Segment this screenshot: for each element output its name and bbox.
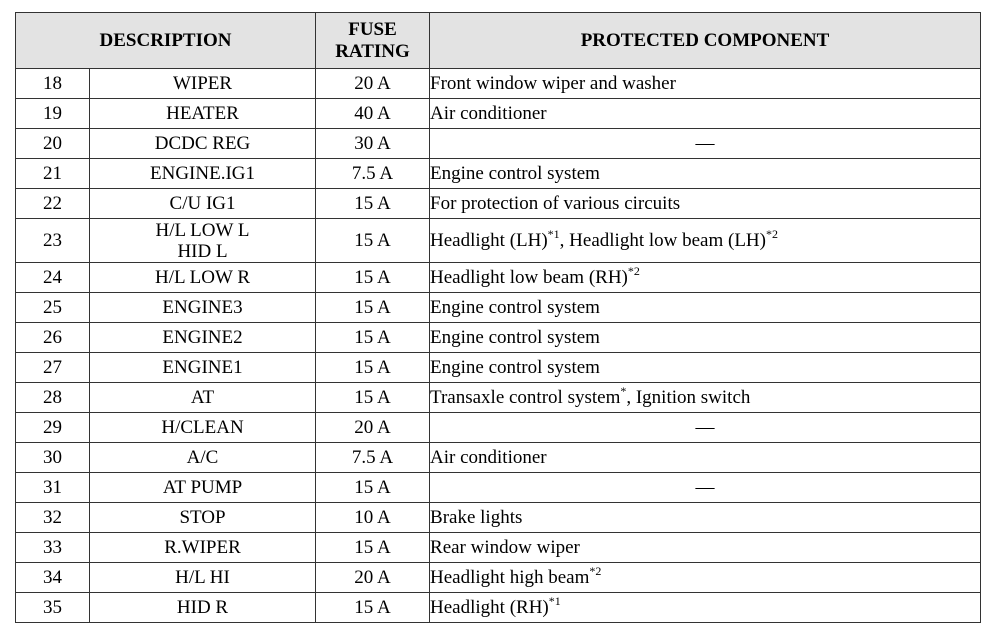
footnote-marker: *	[620, 383, 627, 398]
protected-component	[430, 263, 981, 293]
fuse-number: 23	[16, 219, 90, 263]
fuse-description	[90, 413, 316, 443]
footnote-marker: *2	[589, 563, 602, 578]
description-line: AT	[190, 387, 215, 408]
fuse-description	[90, 219, 316, 263]
fuse-rating: 20 A	[316, 563, 430, 593]
fuse-description	[90, 473, 316, 503]
fuse-rating: 15 A	[316, 353, 430, 383]
description-line: STOP	[179, 507, 226, 528]
fuse-number: 25	[16, 293, 90, 323]
component-text: Headlight (RH)	[430, 597, 549, 618]
fuse-number: 26	[16, 323, 90, 353]
protected-component: Engine control system	[430, 159, 981, 189]
table-row	[16, 263, 981, 293]
fuse-number: 34	[16, 563, 90, 593]
protected-component: Air conditioner	[430, 99, 981, 129]
description-line: HID R	[176, 597, 229, 618]
header-description: DESCRIPTION	[16, 13, 316, 69]
table-row	[16, 383, 981, 413]
fuse-description	[90, 129, 316, 159]
table-row	[16, 533, 981, 563]
fuse-rating: 20 A	[316, 69, 430, 99]
fuse-number: 28	[16, 383, 90, 413]
fuse-rating: 15 A	[316, 473, 430, 503]
fuse-description	[90, 263, 316, 293]
description-line: ENGINE.IG1	[150, 163, 256, 184]
protected-component: Brake lights	[430, 503, 981, 533]
fuse-rating: 40 A	[316, 99, 430, 129]
table-row	[16, 413, 981, 443]
table-row	[16, 353, 981, 383]
fuse-rating: 15 A	[316, 593, 430, 623]
description-line: WIPER	[172, 73, 233, 94]
component-text: Headlight high beam	[430, 567, 590, 588]
header-fuse-rating	[316, 13, 430, 69]
table-row	[16, 159, 981, 189]
fuse-description	[90, 443, 316, 473]
description-line: H/L LOW L	[155, 219, 250, 241]
fuse-rating: 15 A	[316, 533, 430, 563]
fuse-description	[90, 159, 316, 189]
fuse-description	[90, 69, 316, 99]
fuse-number: 24	[16, 263, 90, 293]
footnote-marker: *2	[627, 263, 640, 278]
footnote-marker: *1	[547, 226, 560, 241]
protected-component	[430, 383, 981, 413]
component-text: , Ignition switch	[626, 387, 751, 408]
table-row	[16, 473, 981, 503]
description-line: C/U IG1	[169, 193, 236, 214]
fuse-rating: 15 A	[316, 383, 430, 413]
header-rating-line1: FUSE	[348, 18, 397, 40]
fuse-number: 35	[16, 593, 90, 623]
fuse-description	[90, 353, 316, 383]
component-text: , Headlight low beam (LH)	[559, 230, 766, 251]
fuse-rating: 20 A	[316, 413, 430, 443]
description-line: DCDC REG	[154, 133, 251, 154]
fuse-number: 20	[16, 129, 90, 159]
description-line: ENGINE2	[162, 327, 243, 348]
description-line: HEATER	[166, 103, 239, 124]
component-text: Headlight (LH)	[430, 230, 548, 251]
fuse-description	[90, 563, 316, 593]
fuse-description	[90, 189, 316, 219]
description-line: AT PUMP	[162, 477, 243, 498]
fuse-number: 30	[16, 443, 90, 473]
protected-component	[430, 593, 981, 623]
fuse-description	[90, 383, 316, 413]
fuse-number: 32	[16, 503, 90, 533]
protected-component: For protection of various circuits	[430, 189, 981, 219]
description-line: R.WIPER	[164, 537, 241, 558]
protected-component	[430, 563, 981, 593]
table-row	[16, 593, 981, 623]
protected-component: Engine control system	[430, 323, 981, 353]
fuse-number: 22	[16, 189, 90, 219]
table-row	[16, 99, 981, 129]
protected-component: Front window wiper and washer	[430, 69, 981, 99]
table-row	[16, 443, 981, 473]
fuse-rating: 30 A	[316, 129, 430, 159]
fuse-description	[90, 323, 316, 353]
protected-component: —	[430, 413, 981, 443]
description-line: HID L	[177, 240, 228, 262]
fuse-table	[15, 12, 981, 623]
protected-component: —	[430, 129, 981, 159]
table-row	[16, 189, 981, 219]
fuse-rating: 15 A	[316, 219, 430, 263]
protected-component: —	[430, 473, 981, 503]
fuse-rating: 15 A	[316, 293, 430, 323]
fuse-number: 18	[16, 69, 90, 99]
table-row	[16, 69, 981, 99]
description-line: ENGINE1	[162, 357, 243, 378]
table-row	[16, 293, 981, 323]
table-row	[16, 219, 981, 263]
description-line: H/L LOW R	[155, 267, 250, 288]
component-text: Headlight low beam (RH)	[430, 267, 628, 288]
protected-component: Air conditioner	[430, 443, 981, 473]
description-line: H/CLEAN	[161, 417, 244, 438]
table-header-row	[16, 13, 981, 69]
description-line: ENGINE3	[162, 297, 243, 318]
table-body	[16, 69, 981, 623]
protected-component: Engine control system	[430, 293, 981, 323]
protected-component	[430, 219, 981, 263]
table-row	[16, 503, 981, 533]
header-protected-component: PROTECTED COMPONENT	[430, 13, 981, 69]
fuse-rating: 15 A	[316, 189, 430, 219]
fuse-number: 19	[16, 99, 90, 129]
header-rating-line2: RATING	[335, 40, 410, 62]
fuse-number: 33	[16, 533, 90, 563]
protected-component: Engine control system	[430, 353, 981, 383]
fuse-description	[90, 533, 316, 563]
fuse-description	[90, 293, 316, 323]
table-row	[16, 563, 981, 593]
fuse-rating: 7.5 A	[316, 443, 430, 473]
fuse-number: 21	[16, 159, 90, 189]
fuse-rating: 15 A	[316, 263, 430, 293]
description-line: A/C	[186, 447, 219, 468]
fuse-rating: 15 A	[316, 323, 430, 353]
fuse-rating: 10 A	[316, 503, 430, 533]
fuse-number: 31	[16, 473, 90, 503]
protected-component: Rear window wiper	[430, 533, 981, 563]
footnote-marker: *1	[548, 593, 561, 608]
fuse-description	[90, 593, 316, 623]
fuse-number: 29	[16, 413, 90, 443]
table-row	[16, 129, 981, 159]
fuse-description	[90, 99, 316, 129]
fuse-number: 27	[16, 353, 90, 383]
table-row	[16, 323, 981, 353]
fuse-rating: 7.5 A	[316, 159, 430, 189]
fuse-description	[90, 503, 316, 533]
description-line: H/L HI	[175, 567, 230, 588]
component-text: Transaxle control system	[430, 387, 621, 408]
footnote-marker: *2	[765, 226, 778, 241]
